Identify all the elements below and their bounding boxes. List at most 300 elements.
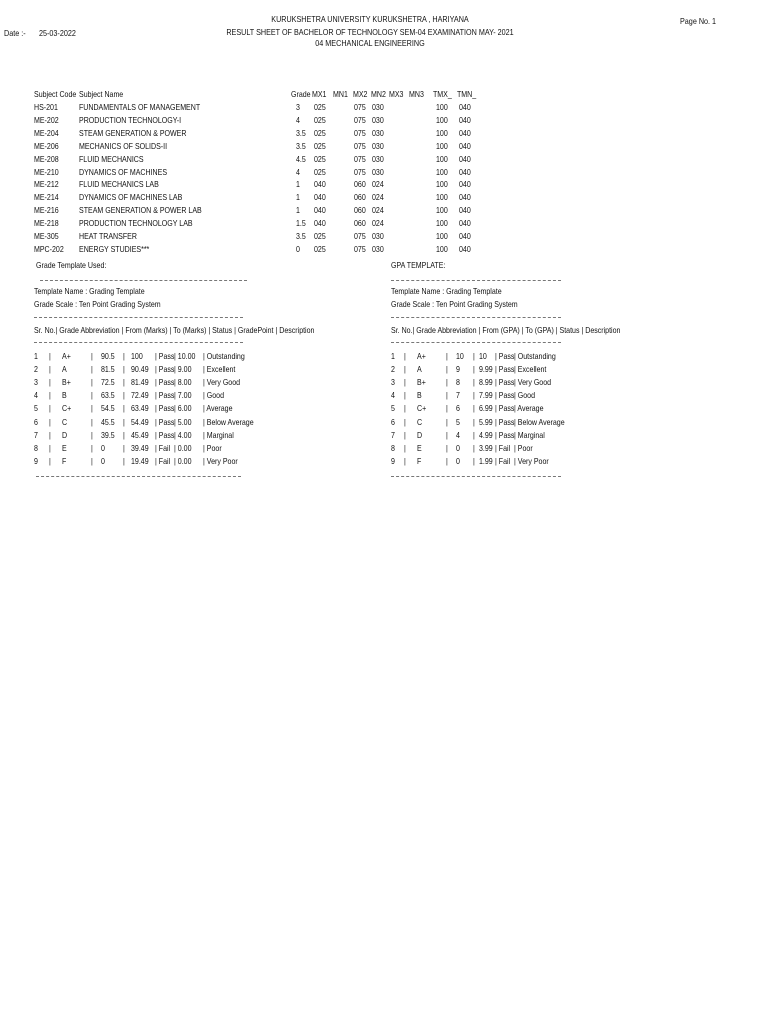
grade-desc: | Very Good xyxy=(203,378,241,388)
subject-tmn: 040 xyxy=(459,128,471,138)
grade-from: 72.5 xyxy=(101,378,115,388)
gpa-from: 7 xyxy=(456,391,460,401)
table-row xyxy=(0,206,770,219)
grade-point: | 6.00 xyxy=(174,404,192,414)
subject-name: MECHANICS OF SOLIDS-II xyxy=(79,141,168,151)
gpa-row xyxy=(0,444,770,457)
subject-mn2: 030 xyxy=(372,141,384,151)
subject-tmx: 100 xyxy=(436,206,448,216)
table-row xyxy=(0,155,770,168)
grade-desc: | Very Poor xyxy=(203,456,238,466)
subject-tmn: 040 xyxy=(459,206,471,216)
grade-point: | 0.00 xyxy=(174,443,192,453)
gpa-sr: 7 xyxy=(391,430,395,440)
subject-code: ME-202 xyxy=(34,115,59,125)
subject-mn2: 030 xyxy=(372,103,384,112)
gpa-sep: | xyxy=(473,417,475,427)
subject-mx2: 075 xyxy=(354,167,366,177)
date-value: 25-03-2022 xyxy=(39,28,76,38)
grade-from: 81.5 xyxy=(101,365,115,375)
grade-abbr: E xyxy=(62,443,67,453)
gpa-sep: | xyxy=(446,352,448,361)
divider xyxy=(391,280,561,281)
gpa-abbr: C+ xyxy=(417,404,427,414)
subject-name: FUNDAMENTALS OF MANAGEMENT xyxy=(79,103,201,112)
subject-mn2: 030 xyxy=(372,232,384,241)
subject-code: ME-216 xyxy=(34,206,59,216)
gpa-from: 10 xyxy=(456,352,464,361)
subject-mx2: 060 xyxy=(354,206,366,216)
page-number: Page No. 1 xyxy=(680,16,717,26)
col-mn2: MN2 xyxy=(371,90,386,99)
subject-name: DYNAMICS OF MACHINES LAB xyxy=(79,193,183,203)
gpa-to: 5.99 xyxy=(479,417,493,427)
grade-abbr: B xyxy=(62,391,67,401)
gpa-desc: | Average xyxy=(514,404,544,414)
gpa-sr: 6 xyxy=(391,417,395,427)
gpa-sep: | xyxy=(473,430,475,440)
subject-mx2: 075 xyxy=(354,115,366,125)
subject-code: ME-204 xyxy=(34,128,59,138)
subject-grade: 1 xyxy=(296,180,300,190)
grade-sr: 8 xyxy=(34,443,38,453)
subject-tmx: 100 xyxy=(436,244,448,254)
subject-code: ME-305 xyxy=(34,232,59,241)
grade-sep: | xyxy=(123,443,125,453)
gpa-from: 0 xyxy=(456,443,460,453)
gpa-template-name: Template Name : Grading Template xyxy=(391,287,502,296)
divider xyxy=(36,476,241,477)
grade-from: 39.5 xyxy=(101,430,115,440)
subject-mn2: 030 xyxy=(372,244,384,254)
subject-grade: 1.5 xyxy=(296,219,306,229)
grade-desc: | Below Average xyxy=(203,417,254,427)
gpa-sep: | xyxy=(446,430,448,440)
grade-to: 72.49 xyxy=(131,391,149,401)
gpa-sr: 4 xyxy=(391,391,395,401)
subject-tmx: 100 xyxy=(436,232,448,241)
grade-point: | 5.00 xyxy=(174,417,192,427)
subject-grade: 1 xyxy=(296,193,300,203)
gpa-sep: | xyxy=(404,391,406,401)
subject-mn2: 024 xyxy=(372,206,384,216)
subject-code: ME-212 xyxy=(34,180,59,190)
gpa-sr: 9 xyxy=(391,456,395,466)
grade-sep: | xyxy=(91,430,93,440)
gpa-desc: | Very Good xyxy=(514,378,552,388)
grade-point: | 9.00 xyxy=(174,365,192,375)
subject-mx1: 025 xyxy=(314,141,326,151)
grade-sep: | xyxy=(123,352,125,361)
subject-code: ME-214 xyxy=(34,193,59,203)
grade-from: 0 xyxy=(101,456,105,466)
gpa-status: | Pass xyxy=(495,391,515,401)
subject-tmx: 100 xyxy=(436,193,448,203)
table-row xyxy=(0,219,770,232)
gpa-from: 9 xyxy=(456,365,460,375)
col-subject-code: Subject Code xyxy=(34,90,77,99)
subject-grade: 0 xyxy=(296,244,300,254)
subject-name: HEAT TRANSFER xyxy=(79,232,137,241)
subject-code: MPC-202 xyxy=(34,244,64,254)
subject-tmn: 040 xyxy=(459,232,471,241)
subject-mx2: 075 xyxy=(354,244,366,254)
subject-tmn: 040 xyxy=(459,154,471,164)
grade-abbr: D xyxy=(62,430,68,440)
grade-abbr: B+ xyxy=(62,378,71,388)
gpa-abbr: E xyxy=(417,443,422,453)
subject-mx1: 040 xyxy=(314,219,326,229)
divider xyxy=(34,317,243,318)
gpa-abbr: B xyxy=(417,391,422,401)
grade-template-header: Sr. No.| Grade Abbreviation | From (Marks) | To (Marks) | Status | GradePoint | Description xyxy=(34,326,315,335)
subject-name: DYNAMICS OF MACHINES xyxy=(79,167,168,177)
divider xyxy=(391,317,561,318)
grade-status: | Pass xyxy=(155,404,175,414)
gpa-abbr: A+ xyxy=(417,352,426,361)
subject-grade: 3.5 xyxy=(296,128,306,138)
subject-mx2: 060 xyxy=(354,219,366,229)
grade-sep: | xyxy=(91,365,93,375)
gpa-sep: | xyxy=(446,391,448,401)
grade-sep: | xyxy=(123,365,125,375)
subject-grade: 3 xyxy=(296,103,300,112)
grade-status: | Pass xyxy=(155,378,175,388)
gpa-abbr: F xyxy=(417,456,422,466)
subject-mx2: 075 xyxy=(354,128,366,138)
gpa-to: 7.99 xyxy=(479,391,493,401)
grade-sep: | xyxy=(91,352,93,361)
grade-from: 90.5 xyxy=(101,352,115,361)
gpa-to: 9.99 xyxy=(479,365,493,375)
grade-sr: 7 xyxy=(34,430,38,440)
subject-name: FLUID MECHANICS xyxy=(79,154,144,164)
subject-code: ME-208 xyxy=(34,154,59,164)
grade-from: 63.5 xyxy=(101,391,115,401)
grade-sep: | xyxy=(49,352,51,361)
grade-to: 100 xyxy=(131,352,143,361)
subject-mx2: 075 xyxy=(354,141,366,151)
gpa-to: 8.99 xyxy=(479,378,493,388)
gpa-sep: | xyxy=(446,365,448,375)
grade-status: | Fail xyxy=(155,456,171,466)
gpa-sep: | xyxy=(473,443,475,453)
subject-tmn: 040 xyxy=(459,180,471,190)
subject-tmx: 100 xyxy=(436,128,448,138)
gpa-sep: | xyxy=(446,456,448,466)
subject-tmn: 040 xyxy=(459,141,471,151)
grade-from: 0 xyxy=(101,443,105,453)
col-mn3: MN3 xyxy=(409,90,424,99)
gpa-sep: | xyxy=(404,456,406,466)
subject-mn2: 030 xyxy=(372,154,384,164)
subject-name: STEAM GENERATION & POWER LAB xyxy=(79,206,202,216)
table-row xyxy=(0,180,770,193)
gpa-desc: | Marginal xyxy=(514,430,545,440)
grade-status: | Pass xyxy=(155,430,175,440)
divider xyxy=(391,476,561,477)
subject-tmn: 040 xyxy=(459,193,471,203)
gpa-abbr: C xyxy=(417,417,423,427)
grade-sr: 6 xyxy=(34,417,38,427)
gpa-sep: | xyxy=(404,378,406,388)
gpa-row xyxy=(0,404,770,417)
subject-mx2: 075 xyxy=(354,232,366,241)
gpa-abbr: D xyxy=(417,430,423,440)
subject-mx1: 025 xyxy=(314,232,326,241)
divider xyxy=(40,280,247,281)
gpa-status: | Fail xyxy=(495,456,511,466)
col-subject-name: Subject Name xyxy=(79,90,124,99)
subject-tmn: 040 xyxy=(459,219,471,229)
subject-mx2: 075 xyxy=(354,154,366,164)
grade-sep: | xyxy=(123,404,125,414)
gpa-sep: | xyxy=(446,378,448,388)
date-label: Date :- xyxy=(4,28,26,38)
grade-sr: 4 xyxy=(34,391,38,401)
grade-abbr: A xyxy=(62,365,67,375)
gpa-grade-scale: Grade Scale : Ten Point Grading System xyxy=(391,300,518,309)
subject-mx1: 025 xyxy=(314,128,326,138)
grade-sep: | xyxy=(123,391,125,401)
subject-mx1: 025 xyxy=(314,244,326,254)
subject-mx1: 025 xyxy=(314,115,326,125)
gpa-sr: 2 xyxy=(391,365,395,375)
divider xyxy=(34,342,243,343)
subject-mx2: 060 xyxy=(354,193,366,203)
gpa-desc: | Below Average xyxy=(514,417,565,427)
subject-mn2: 024 xyxy=(372,180,384,190)
subject-grade: 4 xyxy=(296,167,300,177)
grade-desc: | Marginal xyxy=(203,430,234,440)
gpa-from: 0 xyxy=(456,456,460,466)
table-row xyxy=(0,116,770,129)
gpa-sep: | xyxy=(404,365,406,375)
grade-point: | 4.00 xyxy=(174,430,192,440)
grade-scale: Grade Scale : Ten Point Grading System xyxy=(34,300,161,309)
grade-template-label: Grade Template Used: xyxy=(36,261,107,270)
subject-name: FLUID MECHANICS LAB xyxy=(79,180,159,190)
grade-point: | 7.00 xyxy=(174,391,192,401)
subject-mn2: 030 xyxy=(372,115,384,125)
grade-point: | 10.00 xyxy=(174,352,196,361)
col-tmx: TMX_ xyxy=(433,90,452,99)
grade-abbr: A+ xyxy=(62,352,71,361)
grade-sep: | xyxy=(49,430,51,440)
gpa-template-header: Sr. No.| Grade Abbreviation | From (GPA) | To (GPA) | Status | Description xyxy=(391,326,621,335)
grade-sep: | xyxy=(91,456,93,466)
table-row xyxy=(0,142,770,155)
subject-code: ME-218 xyxy=(34,219,59,229)
grade-sep: | xyxy=(49,417,51,427)
subject-grade: 4.5 xyxy=(296,154,306,164)
grade-abbr: F xyxy=(62,456,67,466)
gpa-sep: | xyxy=(404,430,406,440)
grade-desc: | Excellent xyxy=(203,365,236,375)
grade-sep: | xyxy=(91,391,93,401)
subject-name: PRODUCTION TECHNOLOGY-I xyxy=(79,115,182,125)
divider xyxy=(391,342,561,343)
gpa-desc: | Excellent xyxy=(514,365,547,375)
subject-tmn: 040 xyxy=(459,167,471,177)
col-mx2: MX2 xyxy=(353,90,368,99)
grade-status: | Pass xyxy=(155,391,175,401)
gpa-sep: | xyxy=(473,365,475,375)
grade-to: 81.49 xyxy=(131,378,149,388)
gpa-to: 10 xyxy=(479,352,487,361)
university-title: KURUKSHETRA UNIVERSITY KURUKSHETRA , HARIYANA xyxy=(271,14,469,24)
grade-sr: 1 xyxy=(34,352,38,361)
gpa-sep: | xyxy=(404,443,406,453)
subject-mn2: 024 xyxy=(372,193,384,203)
grade-sep: | xyxy=(123,378,125,388)
grade-sep: | xyxy=(49,456,51,466)
table-row xyxy=(0,245,770,258)
gpa-row xyxy=(0,352,770,365)
gpa-status: | Pass xyxy=(495,430,515,440)
subject-tmx: 100 xyxy=(436,167,448,177)
gpa-to: 3.99 xyxy=(479,443,493,453)
table-row xyxy=(0,193,770,206)
gpa-row xyxy=(0,391,770,404)
subject-grade: 4 xyxy=(296,115,300,125)
subject-tmn: 040 xyxy=(459,244,471,254)
gpa-row xyxy=(0,378,770,391)
gpa-to: 1.99 xyxy=(479,456,493,466)
gpa-row xyxy=(0,457,770,470)
gpa-sep: | xyxy=(473,456,475,466)
gpa-sr: 3 xyxy=(391,378,395,388)
subject-mx1: 025 xyxy=(314,154,326,164)
gpa-desc: | Poor xyxy=(514,443,533,453)
gpa-row xyxy=(0,365,770,378)
grade-sep: | xyxy=(123,430,125,440)
grade-to: 90.49 xyxy=(131,365,149,375)
subject-mx1: 025 xyxy=(314,167,326,177)
gpa-row xyxy=(0,418,770,431)
gpa-sep: | xyxy=(473,404,475,414)
grade-status: | Pass xyxy=(155,352,175,361)
gpa-desc: | Good xyxy=(514,391,536,401)
gpa-sep: | xyxy=(404,417,406,427)
grade-sr: 3 xyxy=(34,378,38,388)
gpa-status: | Pass xyxy=(495,417,515,427)
grade-to: 63.49 xyxy=(131,404,149,414)
grade-status: | Pass xyxy=(155,365,175,375)
gpa-status: | Fail xyxy=(495,443,511,453)
grade-template-name: Template Name : Grading Template xyxy=(34,287,145,296)
gpa-status: | Pass xyxy=(495,352,515,361)
subject-name: PRODUCTION TECHNOLOGY LAB xyxy=(79,219,193,229)
grade-sep: | xyxy=(91,378,93,388)
gpa-sep: | xyxy=(404,352,406,361)
gpa-from: 6 xyxy=(456,404,460,414)
gpa-desc: | Outstanding xyxy=(514,352,556,361)
subject-mn2: 030 xyxy=(372,167,384,177)
gpa-abbr: A xyxy=(417,365,422,375)
grade-from: 45.5 xyxy=(101,417,115,427)
gpa-sep: | xyxy=(446,404,448,414)
gpa-sep: | xyxy=(446,443,448,453)
grade-sep: | xyxy=(91,443,93,453)
grade-sep: | xyxy=(49,443,51,453)
gpa-row xyxy=(0,431,770,444)
subject-mx1: 040 xyxy=(314,180,326,190)
subject-name: ENERGY STUDIES*** xyxy=(79,244,150,254)
grade-sep: | xyxy=(91,404,93,414)
table-row xyxy=(0,129,770,142)
grade-status: | Fail xyxy=(155,443,171,453)
subject-grade: 1 xyxy=(296,206,300,216)
col-tmn: TMN_ xyxy=(457,90,477,99)
subject-mn2: 024 xyxy=(372,219,384,229)
gpa-status: | Pass xyxy=(495,404,515,414)
gpa-sep: | xyxy=(473,391,475,401)
grade-point: | 8.00 xyxy=(174,378,192,388)
grade-sr: 2 xyxy=(34,365,38,375)
grade-sep: | xyxy=(91,417,93,427)
subject-name: STEAM GENERATION & POWER xyxy=(79,128,187,138)
grade-abbr: C+ xyxy=(62,404,72,414)
grade-desc: | Average xyxy=(203,404,233,414)
gpa-sep: | xyxy=(473,378,475,388)
gpa-template-label: GPA TEMPLATE: xyxy=(391,261,446,270)
grade-sep: | xyxy=(49,404,51,414)
subject-mx2: 060 xyxy=(354,180,366,190)
gpa-from: 8 xyxy=(456,378,460,388)
subject-tmx: 100 xyxy=(436,219,448,229)
gpa-from: 5 xyxy=(456,417,460,427)
table-row xyxy=(0,168,770,181)
subject-grade: 3.5 xyxy=(296,232,306,241)
gpa-status: | Pass xyxy=(495,365,515,375)
subject-mx1: 040 xyxy=(314,193,326,203)
gpa-to: 6.99 xyxy=(479,404,493,414)
subject-code: HS-201 xyxy=(34,103,58,112)
subject-tmx: 100 xyxy=(436,115,448,125)
gpa-desc: | Very Poor xyxy=(514,456,549,466)
gpa-sep: | xyxy=(446,417,448,427)
subject-tmx: 100 xyxy=(436,154,448,164)
gpa-abbr: B+ xyxy=(417,378,426,388)
grade-abbr: C xyxy=(62,417,68,427)
subject-code: ME-206 xyxy=(34,141,59,151)
subject-tmx: 100 xyxy=(436,180,448,190)
col-mn1: MN1 xyxy=(333,90,348,99)
exam-title: RESULT SHEET OF BACHELOR OF TECHNOLOGY SEM-04 EXAMINATION MAY- 2021 xyxy=(226,27,514,37)
branch-title: 04 MECHANICAL ENGINEERING xyxy=(315,38,425,48)
grade-desc: | Outstanding xyxy=(203,352,245,361)
grade-point: | 0.00 xyxy=(174,456,192,466)
subject-code: ME-210 xyxy=(34,167,59,177)
grade-desc: | Good xyxy=(203,391,225,401)
table-row xyxy=(0,103,770,116)
grade-status: | Pass xyxy=(155,417,175,427)
table-row xyxy=(0,232,770,245)
subject-mx2: 075 xyxy=(354,103,366,112)
col-grade: Grade xyxy=(291,90,311,99)
gpa-to: 4.99 xyxy=(479,430,493,440)
gpa-sep: | xyxy=(473,352,475,361)
subject-mx1: 025 xyxy=(314,103,326,112)
grade-to: 39.49 xyxy=(131,443,149,453)
grade-to: 45.49 xyxy=(131,430,149,440)
gpa-sr: 8 xyxy=(391,443,395,453)
grade-to: 19.49 xyxy=(131,456,149,466)
grade-sep: | xyxy=(49,391,51,401)
gpa-from: 4 xyxy=(456,430,460,440)
grade-sep: | xyxy=(49,378,51,388)
